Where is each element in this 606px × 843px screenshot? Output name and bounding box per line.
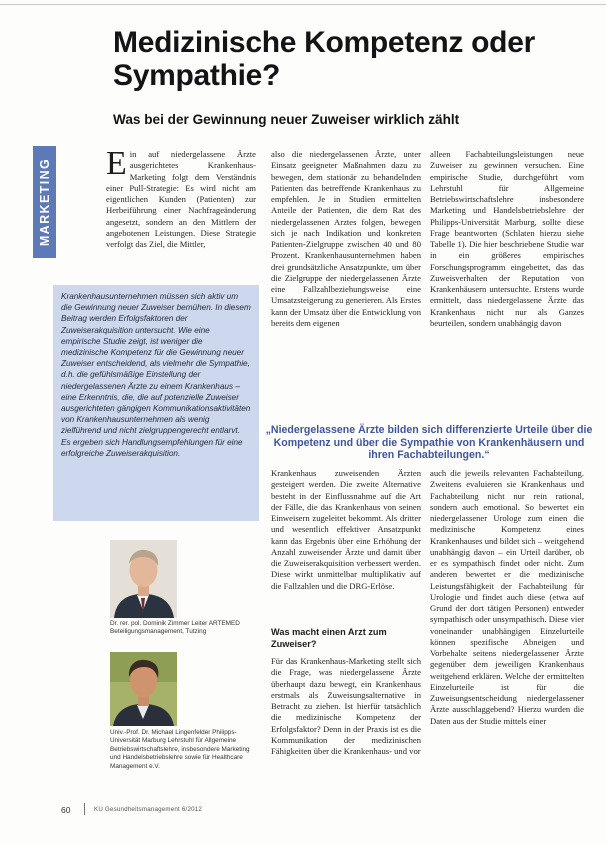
intro-paragraph (106, 145, 256, 277)
abstract-text: Krankenhausunternehmen müssen sich aktiv um die Gewinnung neuer Zuweiser bemühen. In diesem Beitrag werden Erfolgsfaktoren der Zuweiserakquisition untersucht. Wie eine empirische Studie zeigt, ist weniger die medizinische Kompetenz für die Gewinnung neuer Zuweiser entscheidend, als vielmehr die Sympathie, d.h. die gefühlsmäßige Einstellung der niedergelassenen Ärzte zu einem Krankenhaus – eine Erkenntnis, die, die auf potenzielle Zuweiser ausgerichteten gängigen Kommunikationsaktivitäten von Krankenhausunternehmen als wenig zielführend und nicht zielgruppengerecht entlarvt. Es ergeben sich Handlungsempfehlungen für eine erfolgreiche Zuweiserakquisition. (61, 292, 251, 458)
page-number: 60 (61, 805, 71, 815)
footer-separator (84, 803, 85, 815)
drop-cap: E (106, 145, 127, 182)
author-caption-lingenfelder: Univ.-Prof. Dr. Michael Lingenfelder Philipps-Universität Marburg Lehrstuhl für Allgemeine Betriebswirtschaftslehre, insbesondere Marketing und Handelsbetriebslehre sowie für Healthcare Management e.V. (110, 729, 250, 770)
column-middle-top: also die niedergelassenen Ärzte, unter Einsatz geeigneter Maßnahmen dazu zu bewegen, dem stationär zu behandelnden Patienten das betreffende Krankenhaus zu empfehlen. Je in Studien ermittelten Anteile der Patienten, die dem Rat des niedergelassenen Arztes folgen, bewegen sich je nach Indikation und konkreten Patienten-Zielgruppe zwischen 40 und 80 Prozent. Krankenhausunternehmen haben drei grundsätzliche Ansatzpunkte, um über die Zielgruppe der niedergelassenen Ärzte eine Fallzahlbeziehungsweise eine Umsatzsteigerung zu generieren. Als Erstes kann der Umsatz über die Entwicklung von bereits dem eigenen (271, 149, 421, 328)
column-right-bottom: auch die jeweils relevanten Fachabteilung. Zweitens evaluieren sie Krankenhaus und Fachabteilung nicht nur rein rational, sondern auch emotional. So bewertet ein niedergelassener Urologe zum einen die medizinische Kompetenz eines Krankenhauses und bildet sich – weitgehend unabhängig davon – ein Urteil darüber, ob er es sympathisch findet oder nicht. Zum anderen bewertet er die medizinische Leistungsfähigkeit der Fachabteilung für Urologie und findet auch diese (etwa auf Grund der dort tätigen Personen) entweder sympathisch oder unsympathisch. Diese vier voneinander unabhängigen Einzelurteile können spezifische Abneigen und Vorbehalte seitens niedergelassener Ärzte gegenüber dem jeweiligen Krankenhaus weitgehend erklären. Welche der ermittelten Einzelurteile ist für die Zuweisungsentscheidung niedergelassener Ärzte ausschlaggebend? Hierzu wurden die Daten aus der Studie mittels einer (430, 468, 584, 726)
author-caption-zimmer: Dr. rer. pol. Dominik Zimmer Leiter ARTEMED Beteiligungsmanagement, Tutzing (110, 620, 240, 636)
column-middle-bottom: Krankenhaus zuweisenden Ärzten gesteigert werden. Die zweite Alternative besteht in der Einflussnahme auf die Art der Fälle, die das Krankenhaus von seinen Einweisern zugeleitet bekommt. Als dritter und wesentlich effektiver Ansatzpunkt kann das Ergebnis über eine Erhöhung der Anzahl zuweisender Ärzte und damit über die Zuweiserakquisition verbessert werden. Diese wirkt unmittelbar multiplikativ auf die Fallzahlen und die DRG-Erlöse. (271, 468, 421, 591)
top-rule (0, 4, 606, 5)
author-photo-zimmer (110, 540, 177, 618)
portrait-illustration (110, 540, 177, 618)
section-subhead: Was macht einen Arzt zum Zuweiser? (271, 627, 387, 649)
article-title: Medizinische Kompetenz oder Sympathie? (113, 26, 535, 92)
author-photo-lingenfelder (110, 652, 177, 726)
column-middle-after-subhead: Für das Krankenhaus-Marketing stellt sich die Frage, was niedergelassene Ärzte überhaupt dazu bewegt, ein Krankenhaus erstmals als Zuweisungsalternative in Betracht zu ziehen. Ist hierfür tatsächlich die medizinische Kompetenz der Erfolgsfaktor? Denn in der Praxis ist es die Kommunikation der medizinischen Fähigkeiten über die Krankenhaus- und vor (271, 656, 421, 756)
article-subtitle: Was bei der Gewinnung neuer Zuweiser wirklich zählt (113, 112, 460, 127)
section-tab (33, 146, 56, 258)
intro-text: in auf niedergelassene Ärzte ausgerichtetes Krankenhaus-Marketing folgt dem Verständnis einer Pull-Strategie: Es wird nicht am eigentlichen Kunden (Patienten) zur Herbeiführung einer Nachfrageänderung angesetzt, sondern an den Mittlern der angebotenen Leistungen. Diese Strategie verfolgt das Ziel, die Mittler, (106, 149, 256, 249)
section-tab-label: MARKETING (37, 157, 52, 247)
publication-name: KU Gesundheitsmanagement 6/2012 (94, 806, 203, 813)
pull-quote: „Niedergelassene Ärzte bilden sich differenzierte Urteile über die Kompetenz und über die Sympathie von Krankenhäusern und ihren Fachabteilungen.“ (265, 424, 593, 462)
column-right-top: alleen Fachabteilungsleistungen neue Zuweiser zu gewinnen versuchen. Eine empirische Studie, durchgeführt vom Lehrstuhl für Allgemeine Betriebswirtschaftslehre insbesondere Marketing und Handelsbetriebslehre der Philipps-Universität Marburg, sollte diese Frage beantworten (Schlaten hierzu siehe Tabelle 1). Die hier beschriebene Studie war in ein größeres empirisches Forschungsprogramm eingebettet, das das Zuweisverhalten der Reputation von Krankenhäusern untersuchte. Erstens wurde ermittelt, dass niedergelassene Ärzte das Krankenhaus nicht nur als Ganzes beurteilen, sondern unabhängig davon (430, 149, 584, 328)
abstract-box (53, 285, 259, 521)
portrait-illustration (110, 652, 177, 726)
